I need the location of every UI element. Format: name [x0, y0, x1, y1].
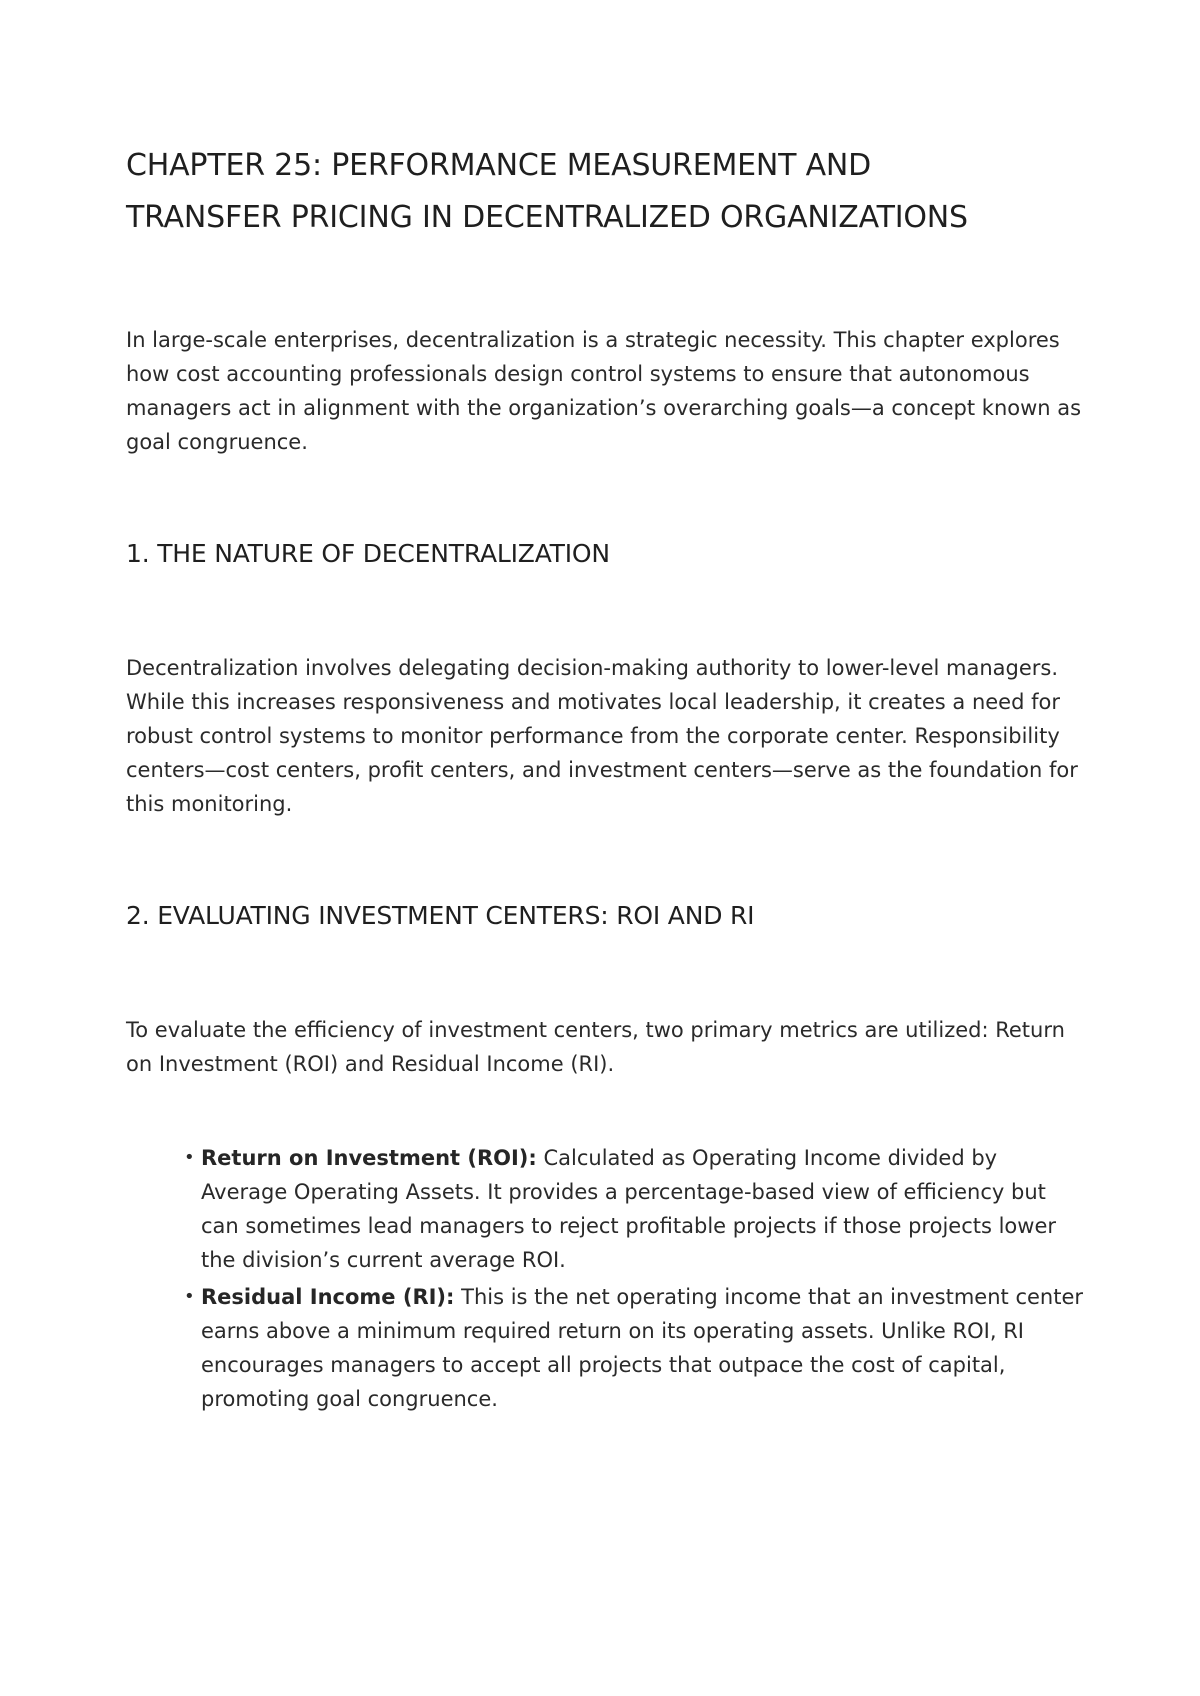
list-item-roi	[184, 1141, 1088, 1277]
metrics-list	[126, 1141, 1088, 1416]
bullet-icon: •	[184, 1147, 195, 1168]
section-1-paragraph: Decentralization involves delegating decision-making authority to lower-level managers. While this increases responsiveness and motivates local leadership, it creates a need for robust control systems to monitor performance from the corporate center. Responsibility centers—cost centers, profit centers, and investment centers—serve as the foundation for this monitoring.	[126, 656, 1078, 816]
list-item-ri	[184, 1280, 1088, 1416]
section-2-heading: 2. EVALUATING INVESTMENT CENTERS: ROI AND RI	[126, 901, 755, 930]
section-2-paragraph: To evaluate the efficiency of investment centers, two primary metrics are utilized: Return on Investment (ROI) and Residual Income (RI).	[126, 1018, 1065, 1076]
list-item-text: This is the net operating income that an investment center earns above a minimum required return on its operating assets. Unlike ROI, RI encourages managers to accept all projects that outpace the cost of capital, promoting goal congruence.	[201, 1285, 1084, 1411]
section-1-heading: 1. THE NATURE OF DECENTRALIZATION	[126, 539, 610, 568]
intro-paragraph: In large-scale enterprises, decentralization is a strategic necessity. This chapter explores how cost accounting professionals design control systems to ensure that autonomous managers act in alignment with the organization’s overarching goals—a concept known as goal congruence.	[126, 328, 1082, 454]
bullet-icon: •	[184, 1286, 195, 1307]
list-item-term: Residual Income (RI):	[201, 1285, 455, 1309]
document-content	[126, 140, 1086, 1419]
list-item-text: Calculated as Operating Income divided by Average Operating Assets. It provides a percentage-based view of efficiency but can sometimes lead managers to reject profitable projects if those projects lower the division’s current average ROI.	[201, 1146, 1057, 1272]
chapter-title: CHAPTER 25: PERFORMANCE MEASUREMENT AND TRANSFER PRICING IN DECENTRALIZED ORGANIZATIONS	[126, 148, 968, 235]
list-item-term: Return on Investment (ROI):	[201, 1146, 537, 1170]
